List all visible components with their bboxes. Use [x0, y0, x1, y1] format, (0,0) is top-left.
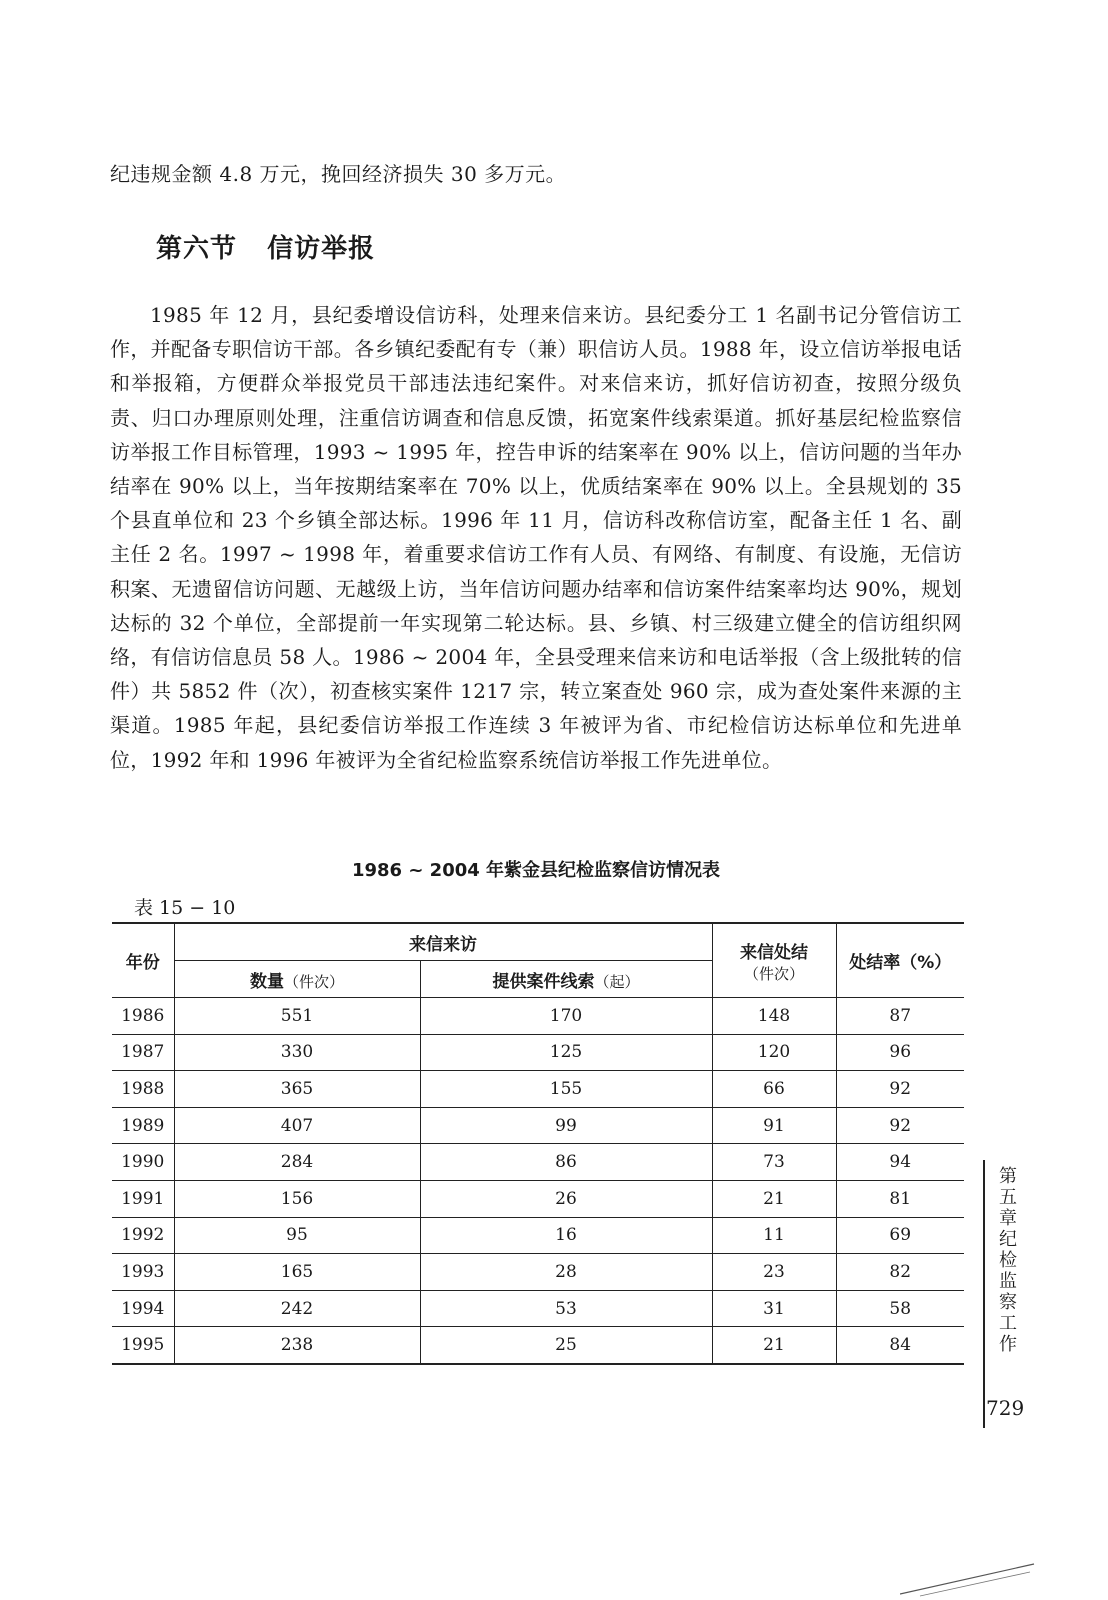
cell-case-leads: 125 — [420, 1034, 712, 1071]
cell-letters-handled: 11 — [712, 1217, 836, 1254]
cell-handling-rate: 94 — [836, 1144, 964, 1181]
cell-letters-handled: 21 — [712, 1180, 836, 1217]
cell-case-leads: 53 — [420, 1290, 712, 1327]
cell-year: 1986 — [112, 998, 174, 1035]
chapter-label: 第五章 纪检监察工作 — [999, 1166, 1017, 1355]
cell-case-leads: 86 — [420, 1144, 712, 1181]
section-heading — [156, 228, 375, 265]
cell-letters-handled: 23 — [712, 1254, 836, 1291]
page-number: 729 — [986, 1396, 1025, 1420]
header-count-label: 数量 — [249, 971, 284, 992]
cell-handling-rate: 58 — [836, 1290, 964, 1327]
header-letters-visits: 来信来访 — [174, 923, 712, 961]
margin-divider — [983, 1160, 985, 1428]
header-count — [174, 961, 420, 998]
cell-handling-rate: 69 — [836, 1217, 964, 1254]
cell-case-leads: 28 — [420, 1254, 712, 1291]
section-title-text: 信访举报 — [267, 234, 376, 264]
cell-handling-rate: 87 — [836, 998, 964, 1035]
table-row — [112, 1180, 964, 1217]
header-count-unit: （件次） — [283, 972, 344, 991]
header-year: 年份 — [112, 923, 174, 998]
header-case-leads-unit: （起） — [594, 972, 640, 991]
cell-case-leads: 16 — [420, 1217, 712, 1254]
cell-count: 156 — [174, 1180, 420, 1217]
header-case-leads-label: 提供案件线索 — [492, 971, 595, 992]
table-row — [112, 1034, 964, 1071]
cell-count: 95 — [174, 1217, 420, 1254]
cell-handling-rate: 81 — [836, 1180, 964, 1217]
cell-case-leads: 26 — [420, 1180, 712, 1217]
cell-year: 1987 — [112, 1034, 174, 1071]
cell-letters-handled: 73 — [712, 1144, 836, 1181]
cell-letters-handled: 91 — [712, 1107, 836, 1144]
cell-year: 1994 — [112, 1290, 174, 1327]
continued-text-line: 纪违规金额 4.8 万元，挽回经济损失 30 多万元。 — [110, 162, 567, 186]
cell-year: 1995 — [112, 1327, 174, 1364]
table-row — [112, 1107, 964, 1144]
header-handling-rate: 处结率（%） — [836, 923, 964, 998]
cell-count: 330 — [174, 1034, 420, 1071]
table-row — [112, 1254, 964, 1291]
cell-case-leads: 155 — [420, 1071, 712, 1108]
scan-artifact-line — [900, 1560, 1040, 1600]
cell-count: 551 — [174, 998, 420, 1035]
cell-case-leads: 170 — [420, 998, 712, 1035]
cell-letters-handled: 31 — [712, 1290, 836, 1327]
cell-year: 1988 — [112, 1071, 174, 1108]
header-letters-handled — [712, 923, 836, 998]
cell-case-leads: 25 — [420, 1327, 712, 1364]
section-number: 第六节 — [156, 234, 238, 264]
header-letters-handled-label: 来信处结 — [740, 942, 808, 963]
cell-year: 1993 — [112, 1254, 174, 1291]
cell-handling-rate: 92 — [836, 1107, 964, 1144]
cell-letters-handled: 66 — [712, 1071, 836, 1108]
cell-letters-handled: 21 — [712, 1327, 836, 1364]
cell-case-leads: 99 — [420, 1107, 712, 1144]
header-case-leads — [420, 961, 712, 998]
cell-year: 1992 — [112, 1217, 174, 1254]
cell-year: 1991 — [112, 1180, 174, 1217]
cell-count: 407 — [174, 1107, 420, 1144]
cell-handling-rate: 82 — [836, 1254, 964, 1291]
cell-year: 1989 — [112, 1107, 174, 1144]
table-row — [112, 1327, 964, 1364]
table-row — [112, 1071, 964, 1108]
table-row — [112, 998, 964, 1035]
cell-handling-rate: 84 — [836, 1327, 964, 1364]
header-letters-handled-unit: （件次） — [743, 964, 804, 983]
cell-year: 1990 — [112, 1144, 174, 1181]
table-row — [112, 1217, 964, 1254]
cell-letters-handled: 148 — [712, 998, 836, 1035]
cell-count: 284 — [174, 1144, 420, 1181]
petition-statistics-table — [112, 922, 964, 1365]
cell-count: 242 — [174, 1290, 420, 1327]
table-row — [112, 1290, 964, 1327]
cell-count: 238 — [174, 1327, 420, 1364]
cell-handling-rate: 92 — [836, 1071, 964, 1108]
table-caption: 1986 ~ 2004 年紫金县纪检监察信访情况表 — [351, 860, 721, 881]
cell-letters-handled: 120 — [712, 1034, 836, 1071]
cell-count: 165 — [174, 1254, 420, 1291]
table-row — [112, 1144, 964, 1181]
cell-count: 365 — [174, 1071, 420, 1108]
table-number: 表 15 − 10 — [134, 897, 236, 919]
cell-handling-rate: 96 — [836, 1034, 964, 1071]
body-paragraph: 1985 年 12 月，县纪委增设信访科，处理来信来访。县纪委分工 1 名副书记分管信访工作，并配备专职信访干部。各乡镇纪委配有专（兼）职信访人员。1988 年，设立信访举报电话和举报箱，方便群众举报党员干部违法违纪案件。对来信来访，抓好信访初查，按照分级负责、归口办理原则处理，注重信访调查和信息反馈，拓宽案件线索渠道。抓好基层纪检监察信访举报工作目标管理，1993 ~ 1995 年，控告申诉的结案率在 90% 以上，信访问题的当年办结率在 90% 以上，当年按期结案率在 70% 以上，优质结案率在 90% 以上。全县规划的 35 个县直单位和 23 个乡镇全部达标。1996 年 11 月，信访科改称信访室，配备主任 1 名、副主任 2 名。1997 ~ 1998 年，着重要求信访工作有人员、有网络、有制度、有设施，无信访积案、无遗留信访问题、无越级上访，当年信访问题办结率和信访案件结案率均达 90%，规划达标的 32 个单位，全部提前一年实现第二轮达标。县、乡镇、村三级建立健全的信访组织网络，有信访信息员 58 人。1986 ~ 2004 年，全县受理来信来访和电话举报（含上级批转的信件）共 5852 件（次），初查核实案件 1217 宗，转立案查处 960 宗，成为查处案件来源的主渠道。1985 年起，县纪委信访举报工作连续 3 年被评为省、市纪检信访达标单位和先进单位，1992 年和 1996 年被评为全省纪检监察系统信访举报工作先进单位。 — [110, 303, 962, 772]
